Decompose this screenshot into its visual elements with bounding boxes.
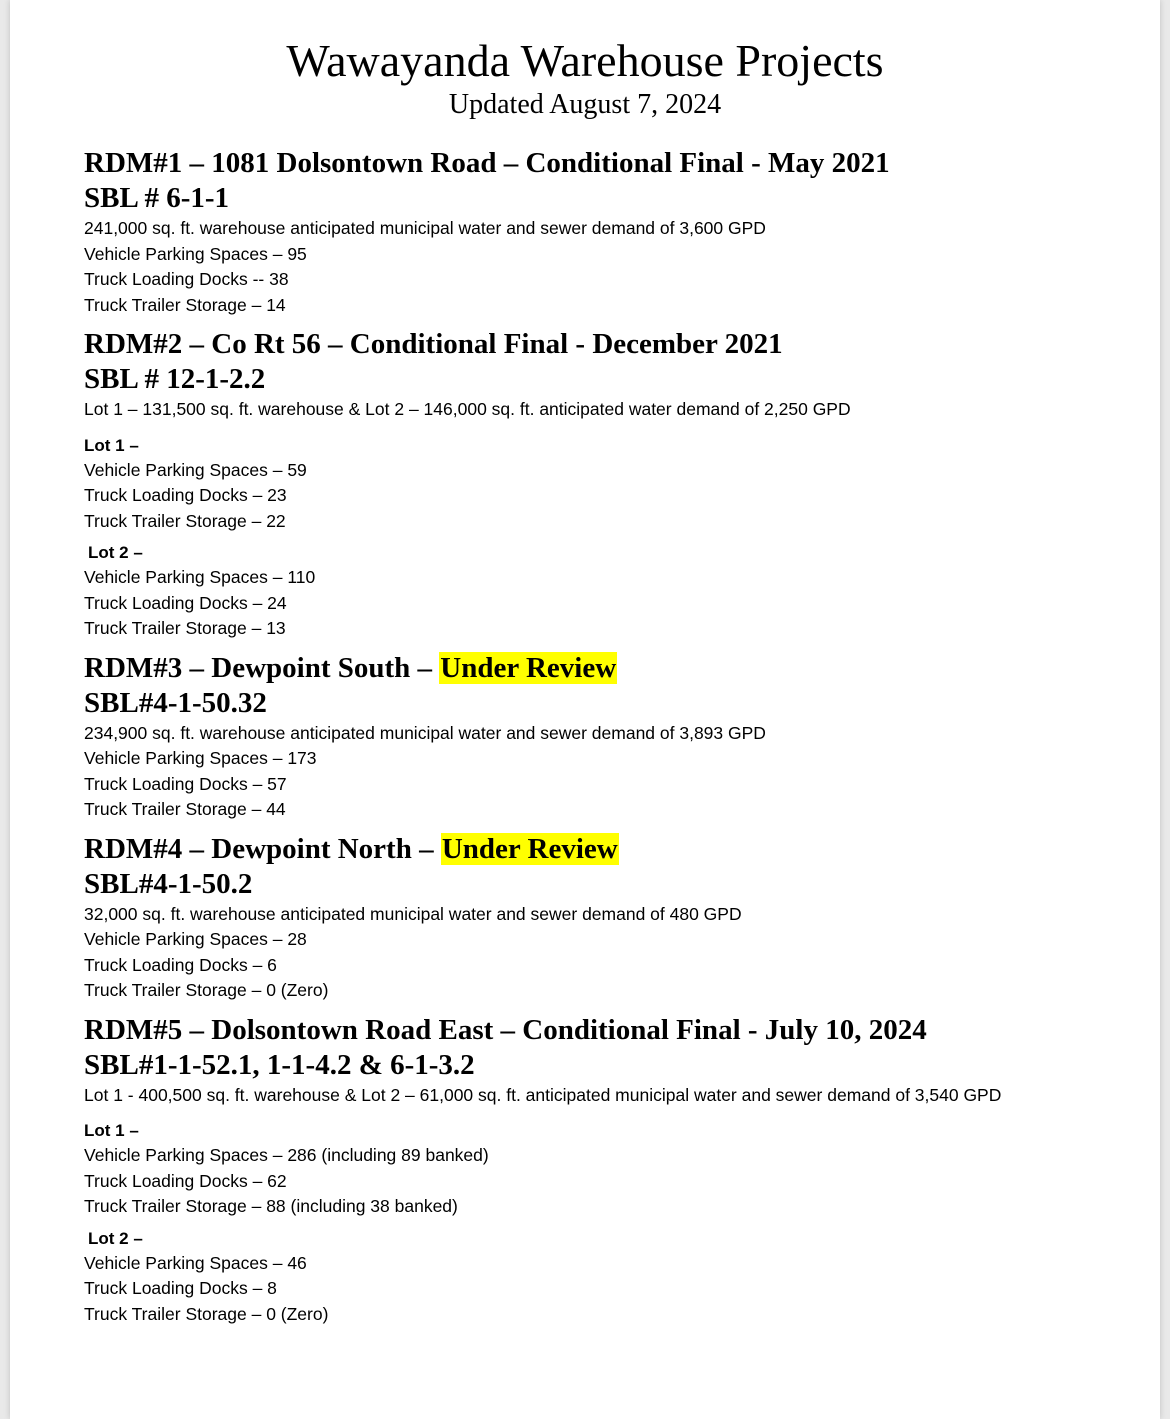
project-rdm1 [84, 146, 1154, 318]
document-page [10, 0, 1160, 1419]
project-sbl: SBL#4-1-50.32 [84, 686, 267, 719]
trailer-storage: Truck Trailer Storage – 13 [84, 618, 286, 638]
project-rdm5 [84, 1013, 1154, 1328]
trailer-storage: Truck Trailer Storage – 0 (Zero) [84, 1303, 329, 1324]
document-title: Wawayanda Warehouse Projects [286, 35, 884, 86]
project-heading [84, 1013, 1154, 1048]
project-summary: 32,000 sq. ft. warehouse anticipated municipal water and sewer demand of 480 GPD [84, 903, 742, 924]
project-summary: 241,000 sq. ft. warehouse anticipated municipal water and sewer demand of 3,600 GPD [84, 218, 766, 238]
project-sbl: SBL#1-1-52.1, 1-1-4.2 & 6-1-3.2 [84, 1048, 475, 1081]
loading-docks: Truck Loading Docks -- 38 [84, 269, 289, 289]
project-rdm4 [84, 832, 1154, 1004]
project-heading [84, 651, 1154, 686]
project-heading [84, 327, 1154, 362]
project-rdm3 [84, 651, 1154, 823]
project-heading-text: RDM#3 – Dewpoint South – [84, 651, 440, 684]
parking-spaces: Vehicle Parking Spaces – 110 [84, 567, 316, 587]
trailer-storage: Truck Trailer Storage – 22 [84, 510, 286, 531]
project-sbl: SBL # 12-1-2.2 [84, 363, 266, 395]
project-rdm2 [84, 327, 1154, 642]
loading-docks: Truck Loading Docks – 62 [84, 1170, 287, 1191]
parking-spaces: Vehicle Parking Spaces – 46 [84, 1252, 307, 1273]
trailer-storage: Truck Trailer Storage – 14 [84, 294, 286, 315]
project-heading-text: RDM#5 – Dolsontown Road East – Conditional Final - July 10, 2024 [84, 1013, 927, 1046]
lot-1-label: Lot 1 – [84, 1121, 139, 1140]
project-summary: 234,900 sq. ft. warehouse anticipated municipal water and sewer demand of 3,893 GPD [84, 722, 766, 743]
project-heading-text: RDM#4 – Dewpoint North – [84, 832, 441, 865]
status-highlight: Under Review [440, 651, 617, 684]
loading-docks: Truck Loading Docks – 8 [84, 1278, 277, 1298]
lot-1-label: Lot 1 – [84, 435, 139, 455]
project-sbl: SBL#4-1-50.2 [84, 867, 253, 900]
parking-spaces: Vehicle Parking Spaces – 59 [84, 459, 307, 480]
loading-docks: Truck Loading Docks – 24 [84, 592, 287, 613]
project-heading-text: RDM#1 – 1081 Dolsontown Road – Conditional Final - May 2021 [84, 147, 890, 179]
parking-spaces: Vehicle Parking Spaces – 28 [84, 929, 307, 949]
document-body [84, 146, 1154, 1336]
status-highlight: Under Review [441, 832, 618, 865]
trailer-storage: Truck Trailer Storage – 44 [84, 799, 286, 819]
document-subtitle: Updated August 7, 2024 [448, 89, 722, 120]
parking-spaces: Vehicle Parking Spaces – 173 [84, 748, 317, 768]
project-sbl: SBL # 6-1-1 [84, 182, 230, 214]
loading-docks: Truck Loading Docks – 23 [84, 485, 287, 505]
project-heading [84, 832, 1154, 867]
parking-spaces: Vehicle Parking Spaces – 95 [84, 243, 307, 264]
project-summary: Lot 1 - 400,500 sq. ft. warehouse & Lot 2 – 61,000 sq. ft. anticipated municipal water and sewer demand of 3,540 GPD [84, 1084, 1002, 1105]
project-heading [84, 146, 1154, 181]
loading-docks: Truck Loading Docks – 57 [84, 773, 287, 794]
project-heading-text: RDM#2 – Co Rt 56 – Conditional Final - December 2021 [84, 328, 783, 360]
lot-2-label: Lot 2 – [88, 543, 143, 562]
loading-docks: Truck Loading Docks – 6 [84, 954, 277, 975]
trailer-storage: Truck Trailer Storage – 0 (Zero) [84, 980, 329, 1000]
lot-2-label: Lot 2 – [88, 1228, 143, 1248]
project-summary: Lot 1 – 131,500 sq. ft. warehouse & Lot 2 – 146,000 sq. ft. anticipated water demand of 2,250 GPD [84, 399, 851, 419]
trailer-storage: Truck Trailer Storage – 88 (including 38 banked) [84, 1196, 458, 1216]
parking-spaces: Vehicle Parking Spaces – 286 (including 89 banked) [84, 1145, 489, 1165]
